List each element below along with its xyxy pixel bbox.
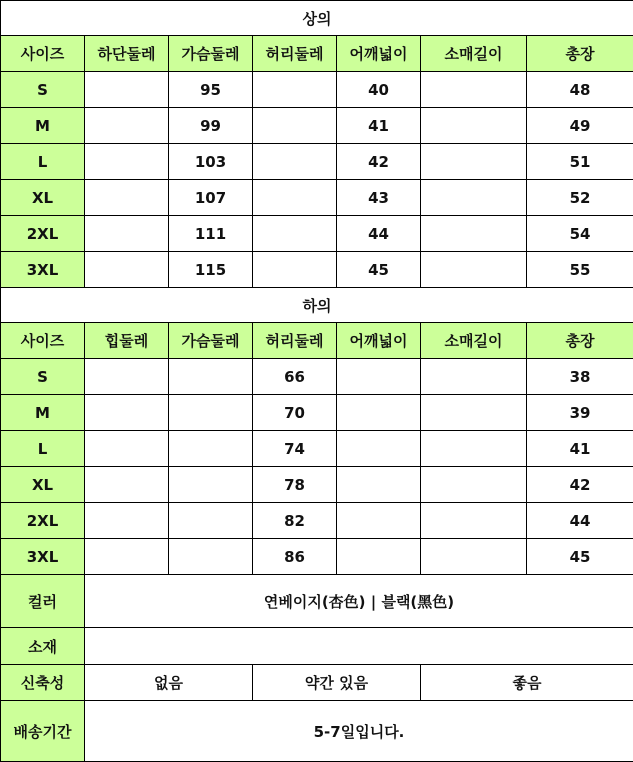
bottom-chest-cell (169, 467, 253, 503)
shipping-value: 5-7일입니다. (85, 701, 633, 762)
top-hem-cell (85, 252, 169, 288)
bottom-section-title: 하의 (1, 288, 633, 323)
top-length-cell: 49 (527, 108, 633, 144)
top-header-hem: 하단둘레 (85, 36, 169, 72)
bottom-length-cell: 42 (527, 467, 633, 503)
material-row (1, 628, 633, 665)
bottom-sleeve-cell (421, 431, 527, 467)
stretch-option-none: 없음 (85, 665, 253, 701)
top-row-s (1, 72, 633, 108)
top-sleeve-cell (421, 72, 527, 108)
top-row-3xl (1, 252, 633, 288)
color-row (1, 575, 633, 628)
top-shoulder-cell: 41 (337, 108, 421, 144)
top-length-cell: 55 (527, 252, 633, 288)
top-shoulder-cell: 40 (337, 72, 421, 108)
top-header-length: 총장 (527, 36, 633, 72)
bottom-size-cell: 2XL (1, 503, 85, 539)
bottom-shoulder-cell (337, 467, 421, 503)
bottom-size-cell: L (1, 431, 85, 467)
top-row-l (1, 144, 633, 180)
top-section-title: 상의 (1, 1, 633, 36)
top-row-m (1, 108, 633, 144)
bottom-chest-cell (169, 431, 253, 467)
bottom-header-shoulder: 어깨넓이 (337, 323, 421, 359)
bottom-header-length: 총장 (527, 323, 633, 359)
bottom-waist-cell: 74 (253, 431, 337, 467)
top-waist-cell (253, 180, 337, 216)
top-chest-cell: 103 (169, 144, 253, 180)
bottom-row-l (1, 431, 633, 467)
bottom-sleeve-cell (421, 467, 527, 503)
top-size-cell: L (1, 144, 85, 180)
top-header-chest: 가슴둘레 (169, 36, 253, 72)
top-waist-cell (253, 252, 337, 288)
shipping-label: 배송기간 (1, 701, 85, 762)
bottom-row-s (1, 359, 633, 395)
stretch-row (1, 665, 633, 701)
bottom-hip-cell (85, 431, 169, 467)
material-value (85, 628, 633, 665)
bottom-waist-cell: 66 (253, 359, 337, 395)
bottom-waist-cell: 86 (253, 539, 337, 575)
stretch-label: 신축성 (1, 665, 85, 701)
bottom-header-size: 사이즈 (1, 323, 85, 359)
top-chest-cell: 115 (169, 252, 253, 288)
bottom-header-row (1, 323, 633, 359)
top-chest-cell: 107 (169, 180, 253, 216)
top-hem-cell (85, 108, 169, 144)
color-value: 연베이지(杏色) | 블랙(黑色) (85, 575, 633, 628)
bottom-hip-cell (85, 359, 169, 395)
top-shoulder-cell: 43 (337, 180, 421, 216)
bottom-size-cell: 3XL (1, 539, 85, 575)
top-header-sleeve: 소매길이 (421, 36, 527, 72)
bottom-header-sleeve: 소매길이 (421, 323, 527, 359)
bottom-header-waist: 허리둘레 (253, 323, 337, 359)
top-size-cell: M (1, 108, 85, 144)
top-chest-cell: 95 (169, 72, 253, 108)
top-sleeve-cell (421, 180, 527, 216)
top-chest-cell: 99 (169, 108, 253, 144)
top-shoulder-cell: 44 (337, 216, 421, 252)
top-chest-cell: 111 (169, 216, 253, 252)
top-sleeve-cell (421, 252, 527, 288)
top-row-xl (1, 180, 633, 216)
bottom-header-hip: 힙둘레 (85, 323, 169, 359)
top-shoulder-cell: 45 (337, 252, 421, 288)
color-label: 컬러 (1, 575, 85, 628)
top-shoulder-cell: 42 (337, 144, 421, 180)
bottom-header-chest: 가슴둘레 (169, 323, 253, 359)
top-row-2xl (1, 216, 633, 252)
top-hem-cell (85, 180, 169, 216)
bottom-length-cell: 44 (527, 503, 633, 539)
bottom-sleeve-cell (421, 539, 527, 575)
bottom-sleeve-cell (421, 395, 527, 431)
top-size-cell: S (1, 72, 85, 108)
bottom-sleeve-cell (421, 503, 527, 539)
bottom-waist-cell: 78 (253, 467, 337, 503)
bottom-shoulder-cell (337, 539, 421, 575)
bottom-waist-cell: 70 (253, 395, 337, 431)
top-sleeve-cell (421, 144, 527, 180)
top-length-cell: 51 (527, 144, 633, 180)
bottom-hip-cell (85, 539, 169, 575)
top-header-shoulder: 어깨넓이 (337, 36, 421, 72)
bottom-shoulder-cell (337, 359, 421, 395)
bottom-shoulder-cell (337, 431, 421, 467)
top-header-size: 사이즈 (1, 36, 85, 72)
bottom-waist-cell: 82 (253, 503, 337, 539)
top-header-row (1, 36, 633, 72)
bottom-shoulder-cell (337, 395, 421, 431)
bottom-chest-cell (169, 539, 253, 575)
bottom-shoulder-cell (337, 503, 421, 539)
bottom-hip-cell (85, 503, 169, 539)
stretch-option-slight: 약간 있음 (253, 665, 421, 701)
material-label: 소재 (1, 628, 85, 665)
bottom-hip-cell (85, 395, 169, 431)
shipping-row (1, 701, 633, 762)
top-hem-cell (85, 144, 169, 180)
bottom-length-cell: 38 (527, 359, 633, 395)
bottom-chest-cell (169, 359, 253, 395)
top-size-cell: 3XL (1, 252, 85, 288)
bottom-row-m (1, 395, 633, 431)
bottom-row-2xl (1, 503, 633, 539)
top-length-cell: 54 (527, 216, 633, 252)
bottom-chest-cell (169, 503, 253, 539)
bottom-sleeve-cell (421, 359, 527, 395)
top-waist-cell (253, 72, 337, 108)
bottom-size-cell: S (1, 359, 85, 395)
top-waist-cell (253, 216, 337, 252)
bottom-row-xl (1, 467, 633, 503)
bottom-length-cell: 39 (527, 395, 633, 431)
top-sleeve-cell (421, 216, 527, 252)
top-header-waist: 허리둘레 (253, 36, 337, 72)
top-hem-cell (85, 72, 169, 108)
top-length-cell: 52 (527, 180, 633, 216)
bottom-size-cell: XL (1, 467, 85, 503)
bottom-length-cell: 45 (527, 539, 633, 575)
top-waist-cell (253, 108, 337, 144)
bottom-row-3xl (1, 539, 633, 575)
top-length-cell: 48 (527, 72, 633, 108)
top-size-cell: XL (1, 180, 85, 216)
top-hem-cell (85, 216, 169, 252)
top-sleeve-cell (421, 108, 527, 144)
bottom-length-cell: 41 (527, 431, 633, 467)
stretch-option-good: 좋음 (421, 665, 633, 701)
bottom-size-cell: M (1, 395, 85, 431)
bottom-chest-cell (169, 395, 253, 431)
bottom-hip-cell (85, 467, 169, 503)
top-size-cell: 2XL (1, 216, 85, 252)
top-waist-cell (253, 144, 337, 180)
